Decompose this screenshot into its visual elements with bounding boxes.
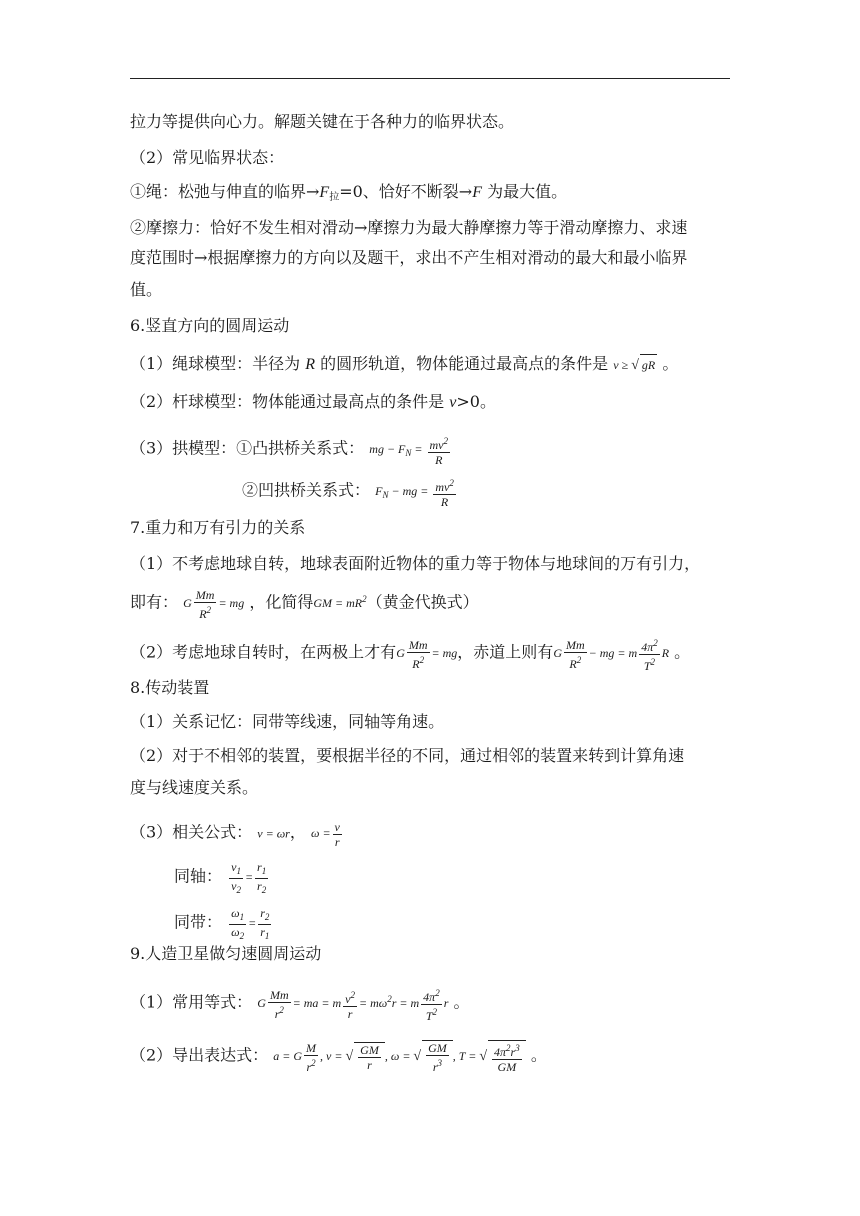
- formula-omega-v-over-r: ω = $\frac{v}{r}$: [310, 820, 340, 849]
- text-line-with-rotation: （2）考虑地球自转时，在两极上才有G $\frac{Mm}{R^2}$ = mg，赤道上则有G $\frac{Mm}{R^2}$ − mg = m $\frac{4\pi^2}{T^2}$ R 。: [130, 638, 691, 673]
- header-rule: [130, 78, 730, 79]
- text-line-friction-1: ②摩擦力：恰好不发生相对滑动→摩擦力为最大静摩擦力等于滑动摩擦力、求速: [130, 218, 688, 237]
- text-line-non-adjacent-1: （2）对于不相邻的装置，要根据半径的不同，通过相邻的装置来转到计算角速: [130, 746, 685, 765]
- text-line-intro: 拉力等提供向心力。解题关键在于各种力的临界状态。: [130, 112, 515, 131]
- text-line-formulas: （3）相关公式： v = ωr， ω = $\frac{v}{r}$: [130, 820, 344, 849]
- text-line-friction-3: 值。: [130, 280, 163, 299]
- section-heading-9: 9.人造卫星做匀速圆周运动: [130, 944, 322, 963]
- text-line-same-axis: 同轴： $\frac{v_1}{v_2}$ = $\frac{r_1}{r_2}$: [174, 860, 270, 897]
- text-line-no-rotation-2: 即有： G $\frac{Mm}{R^2}$ = mg ，化简得GM = $mR^2$（黄金代换式）: [130, 588, 479, 621]
- formula-same-axis: $\frac{v_1}{v_2}$ = $\frac{r_1}{r_2}$: [231, 860, 267, 895]
- text-line-rope-ball-model: （1）绳球模型：半径为 R 的圆形轨道，物体能通过最高点的条件是 v ≥ √ gR 。: [130, 354, 679, 373]
- text-line-arch-concave: ②凹拱桥关系式： $F_N$ − mg = $\frac{mv^2}{R}$: [242, 476, 458, 509]
- section-heading-8: 8.传动装置: [130, 678, 210, 697]
- formula-concave-arch: $F_N$ − mg = $\frac{mv^2}{R}$: [375, 478, 454, 509]
- formula-v-geq-sqrt-gR: v ≥ √ gR: [613, 358, 657, 372]
- formula-gravity-equals-weight: G $\frac{Mm}{R^2}$ = mg: [183, 588, 245, 621]
- section-heading-6: 6.竖直方向的圆周运动: [130, 316, 290, 335]
- text-line-derived-expressions: （2）导出表达式： a = G $\frac{M}{r^2}$ , v = √ $\frac{GM}{r}$ , ω = √ $\frac{GM}{r^3}$ , T = √ $\frac{4\pi^2r^3}{GM}$ 。: [130, 1041, 547, 1074]
- text-line-no-rotation-1: （1）不考虑地球自转，地球表面附近物体的重力等于物体与地球间的万有引力，: [130, 554, 701, 573]
- formula-satellite-derived: a = G $\frac{M}{r^2}$ , v = √ $\frac{GM}{r}$ , ω = √ $\frac{GM}{r^3}$ , T = √ $\frac{4\pi^2r^3}{GM}$: [273, 1049, 525, 1063]
- text-line-rope: ①绳：松弛与伸直的临界→F拉=0、恰好不断裂→F 为最大值。: [130, 182, 568, 203]
- formula-v-omega-r: v = ωr: [257, 826, 290, 841]
- text-line-common-equations: （1）常用等式： G $\frac{Mm}{r^2}$ = ma = m $\frac{v^2}{r}$ = $m\omega^2r = m$ $\frac{4\pi^2}{T^2}$ r 。: [130, 988, 470, 1023]
- formula-satellite-common: G $\frac{Mm}{r^2}$ = ma = m $\frac{v^2}{r}$ = $m\omega^2r = m$ $\frac{4\pi^2}{T^2}$ r: [257, 988, 449, 1023]
- section-heading-7: 7.重力和万有引力的关系: [130, 518, 306, 537]
- text-line-arch-convex: （3）拱模型：①凸拱桥关系式： mg − $F_N$ = $\frac{mv^2}{R}$: [130, 434, 452, 467]
- text-line-friction-2: 度范围时→根据摩擦力的方向以及题干，求出不产生相对滑动的最大和最小临界: [130, 248, 688, 267]
- text-line-same-belt: 同带： $\frac{\omega_1}{\omega_2}$ = $\frac{r_2}{r_1}$: [174, 906, 273, 943]
- formula-same-belt: $\frac{\omega_1}{\omega_2}$ = $\frac{r_2}{r_1}$: [231, 906, 270, 941]
- formula-equator: G $\frac{Mm}{R^2}$ − mg = m $\frac{4\pi^2}{T^2}$ R: [553, 638, 670, 673]
- formula-poles: G $\frac{Mm}{R^2}$ = mg: [396, 638, 458, 671]
- text-line-rod-ball-model: （2）杆球模型：物体能通过最高点的条件是 v>0。: [130, 392, 496, 411]
- formula-golden-substitution: GM = $mR^2$: [313, 594, 367, 611]
- text-line-non-adjacent-2: 度与线速度关系。: [130, 778, 259, 797]
- formula-convex-arch: mg − $F_N$ = $\frac{mv^2}{R}$: [369, 436, 448, 467]
- text-line-memory: （1）关系记忆：同带等线速，同轴等角速。: [130, 712, 445, 731]
- text-line-critical-heading: （2）常见临界状态：: [130, 148, 285, 167]
